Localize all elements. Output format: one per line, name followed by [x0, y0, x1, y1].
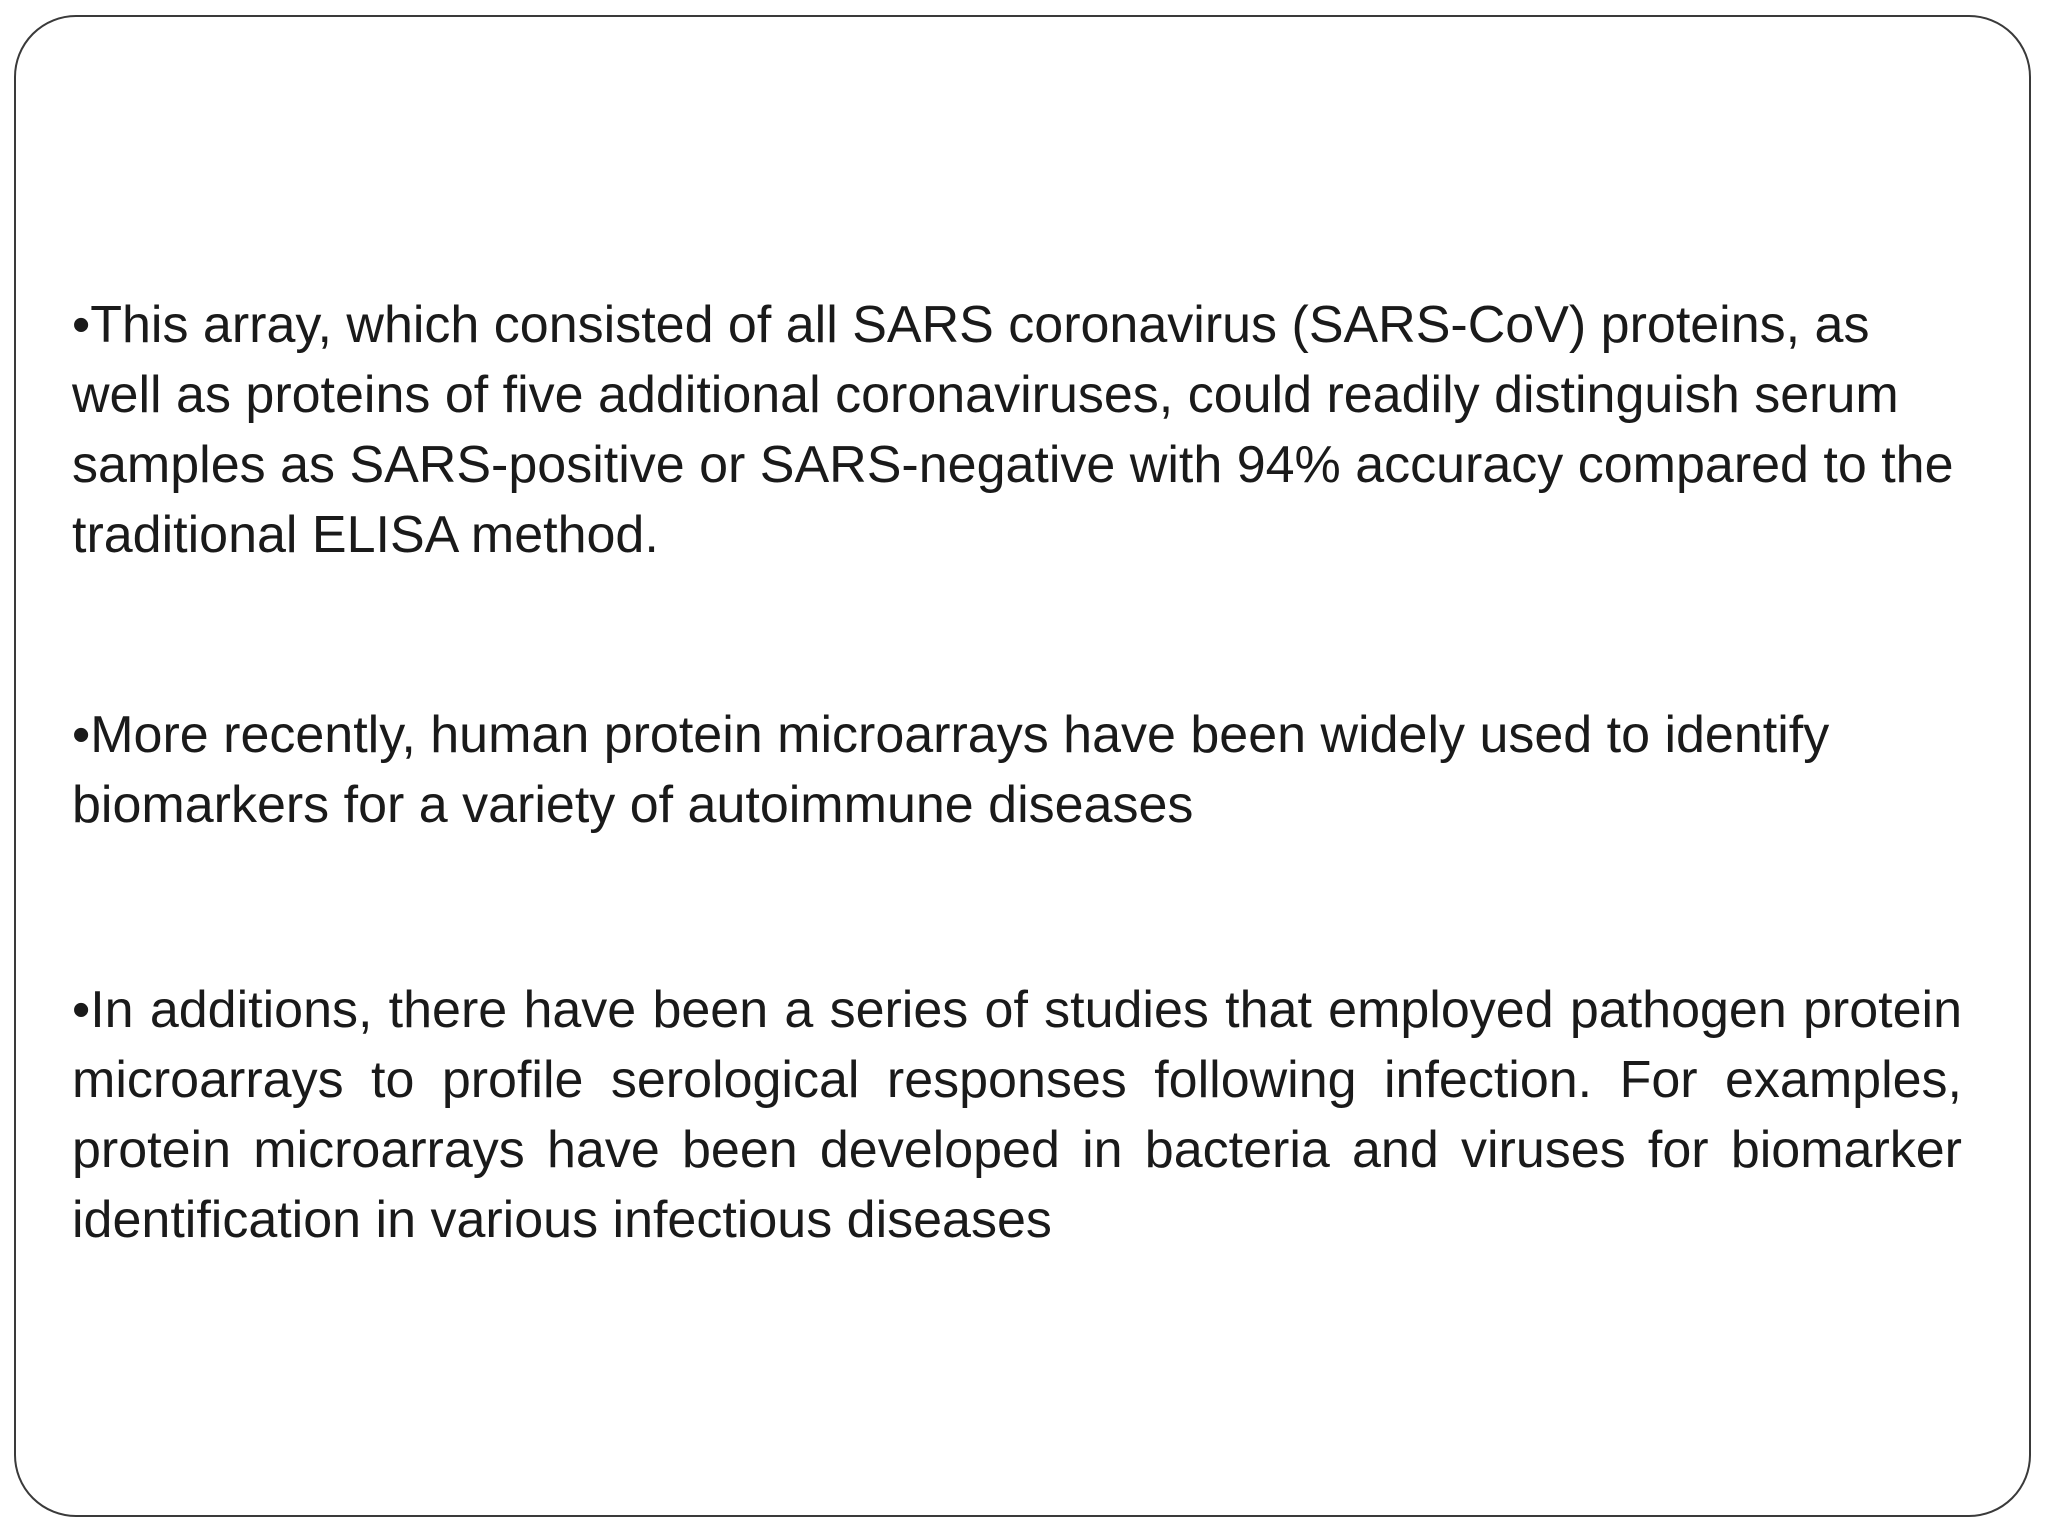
- bullet-marker: •: [72, 706, 91, 764]
- bullet-marker: •: [72, 981, 91, 1039]
- bullet-item: [72, 975, 1962, 1255]
- bullet-text: In additions, there have been a series of studies that employed pathogen protein microarrays to profile serological responses following infection. For examples, protein microarrays have been developed in bacteria and viruses for biomarker identification in various infectious diseases: [72, 981, 1962, 1249]
- bullet-text: This array, which consisted of all SARS coronavirus (SARS-CoV) proteins, as well as proteins of five additional coronaviruses, could readily distinguish serum samples as SARS-positive or SARS-negative with 94% accuracy compared to the traditional ELISA method.: [72, 296, 1954, 564]
- bullet-item: [72, 700, 1962, 840]
- bullet-marker: •: [72, 296, 91, 354]
- bullet-text: More recently, human protein microarrays have been widely used to identify biomarkers for a variety of autoimmune diseases: [72, 706, 1830, 834]
- bullet-item: [72, 290, 1962, 570]
